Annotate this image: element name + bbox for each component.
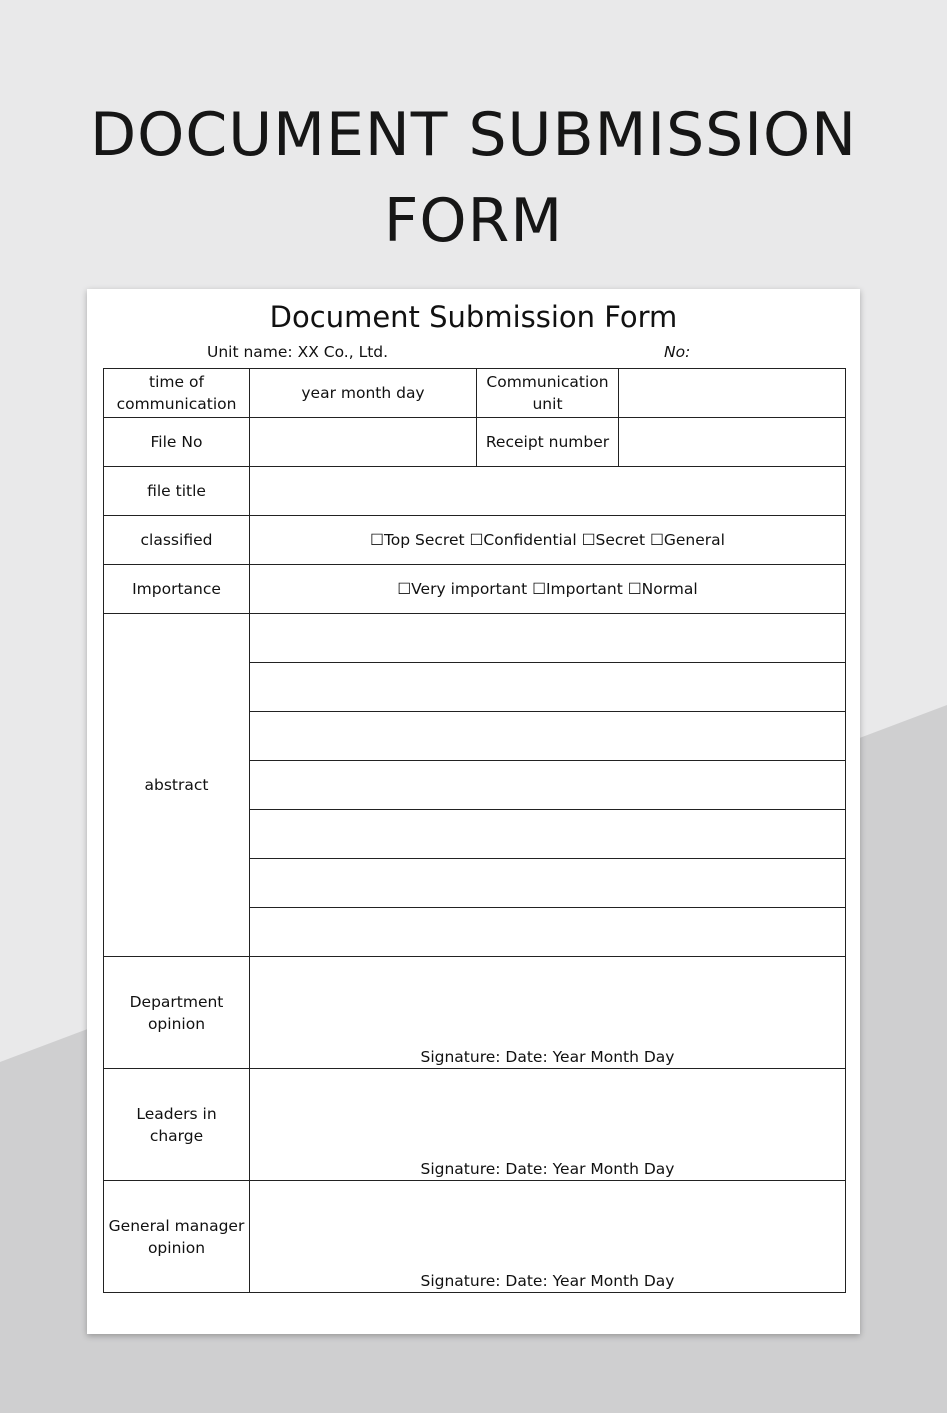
abstract-line[interactable] [250, 908, 846, 957]
form-sheet [87, 289, 860, 1334]
file-title-label: file title [104, 467, 250, 516]
table-row [104, 1069, 846, 1181]
general-manager-opinion-field[interactable] [250, 1181, 846, 1293]
time-label: time of communication [104, 369, 250, 418]
abstract-label: abstract [104, 614, 250, 957]
classified-options[interactable]: ☐Top Secret ☐Confidential ☐Secret ☐General [250, 516, 846, 565]
abstract-line[interactable] [250, 712, 846, 761]
signature-line: Signature: Date: Year Month Day [420, 1272, 675, 1290]
signature-line: Signature: Date: Year Month Day [420, 1160, 675, 1178]
receipt-number-label: Receipt number [477, 418, 619, 467]
receipt-number-field[interactable] [619, 418, 846, 467]
leaders-in-charge-field[interactable] [250, 1069, 846, 1181]
number-label: No: [664, 343, 691, 361]
signature-line: Signature: Date: Year Month Day [420, 1048, 675, 1066]
file-title-field[interactable] [250, 467, 846, 516]
importance-options[interactable]: ☐Very important ☐Important ☐Normal [250, 565, 846, 614]
table-row [104, 418, 846, 467]
banner-title-line2: FORM [383, 186, 564, 256]
table-row [104, 1181, 846, 1293]
abstract-row [104, 614, 846, 663]
table-row [104, 565, 846, 614]
table-row [104, 467, 846, 516]
general-manager-opinion-label: General manager opinion [104, 1181, 250, 1293]
department-opinion-field[interactable] [250, 957, 846, 1069]
abstract-line[interactable] [250, 859, 846, 908]
importance-label: Importance [104, 565, 250, 614]
department-opinion-label: Department opinion [104, 957, 250, 1069]
classified-label: classified [104, 516, 250, 565]
banner-title [0, 92, 947, 264]
abstract-line[interactable] [250, 663, 846, 712]
file-no-label: File No [104, 418, 250, 467]
table-row [104, 957, 846, 1069]
abstract-line[interactable] [250, 614, 846, 663]
table-row [104, 369, 846, 418]
leaders-in-charge-label: Leaders in charge [104, 1069, 250, 1181]
file-no-field[interactable] [250, 418, 477, 467]
unit-name: Unit name: XX Co., Ltd. [207, 343, 389, 361]
form-table [103, 368, 846, 1293]
banner-title-line1: DOCUMENT SUBMISSION [89, 100, 858, 170]
table-row [104, 516, 846, 565]
communication-unit-field[interactable] [619, 369, 846, 418]
communication-unit-label: Communication unit [477, 369, 619, 418]
abstract-line[interactable] [250, 761, 846, 810]
form-title: Document Submission Form [269, 300, 678, 334]
abstract-line[interactable] [250, 810, 846, 859]
date-field[interactable]: year month day [250, 369, 477, 418]
